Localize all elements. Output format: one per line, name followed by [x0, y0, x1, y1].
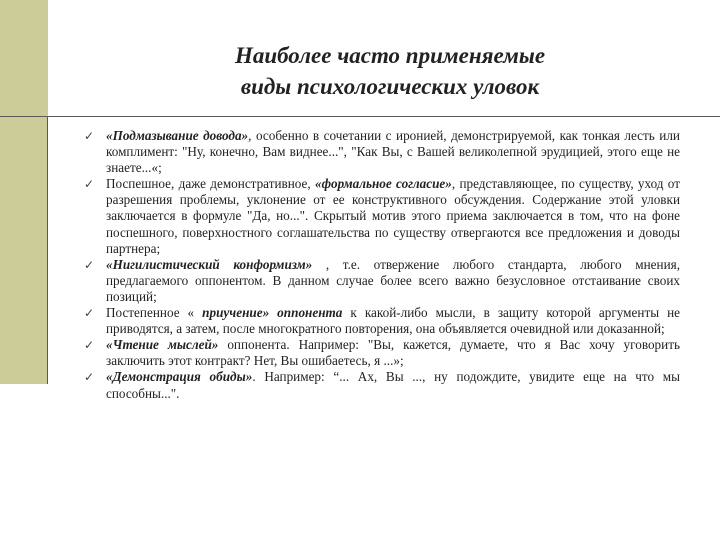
list-item [84, 369, 680, 401]
decorative-sidebar [0, 0, 48, 384]
item-term: «Чтение мыслей» [106, 337, 219, 353]
item-term: «Нигилистический конформизм» [106, 256, 313, 272]
item-term: приучение» оппонента [202, 305, 343, 321]
bullet-list [84, 128, 680, 402]
item-text-pre: Поспешное, даже демонстративное, [106, 176, 315, 192]
horizontal-divider [0, 116, 720, 117]
title-line-1: Наиболее часто применяемые [234, 43, 546, 68]
checkmark-icon: ✓ [84, 338, 95, 353]
item-term: «формальное согласие» [315, 176, 452, 192]
vertical-divider [47, 116, 48, 384]
item-term: «Демонстрация обиды» [106, 369, 253, 385]
checkmark-icon: ✓ [84, 129, 95, 143]
item-text-post: . Например: “... Ах, Вы ..., ну подождите, увидите еще на что мы способны...". [106, 369, 680, 401]
title-line-2: виды психологических уловок [240, 74, 540, 99]
list-item [84, 257, 680, 305]
checkmark-icon: ✓ [84, 257, 95, 272]
item-text-post: , т.е. отвержение любого стандарта, любого мнения, предлагаемого оппонентом. В данном случае более всего важно безусловное отстаивание своих позиций; [106, 256, 680, 304]
list-item [84, 176, 680, 256]
item-text-post: , представляющее, по существу, уход от разрешения проблемы, уклонение от ее конструктивного обсуждения. Содержание этой уловки заключается в формуле "Да, но...". Скрытый мотив этого приема заключается в том, что на фоне поспешного, поверхностного соглашательства по существу отвергаются все предложения и доводы партнера; [106, 176, 680, 256]
checkmark-icon: ✓ [84, 306, 95, 321]
slide-title [160, 40, 620, 102]
item-text-post: оппонента. Например: "Вы, кажется, думаете, что я Вас хочу уговорить заключить этот контракт? Нет, Вы ошибаетесь, я ...»; [106, 337, 680, 369]
checkmark-icon: ✓ [84, 370, 95, 385]
item-text-post: к какой-либо мысли, в защиту которой аргументы не приводятся, а затем, после многократного повторения, она объявляется очевидной или доказанной; [106, 305, 680, 337]
item-text-post: , особенно в сочетании с иронией, демонстрируемой, как тонкая лесть или комплимент: "Ну, конечно, Вам виднее...", "Как Вы, с Вашей великолепной эрудицией, этого еще не знаете...«; [106, 128, 680, 176]
item-term: «Подмазывание довода» [106, 128, 249, 143]
list-item [84, 305, 680, 337]
checkmark-icon: ✓ [84, 177, 95, 192]
item-text-pre: Постепенное « [106, 305, 203, 321]
list-item [84, 337, 680, 369]
list-item [84, 128, 680, 176]
